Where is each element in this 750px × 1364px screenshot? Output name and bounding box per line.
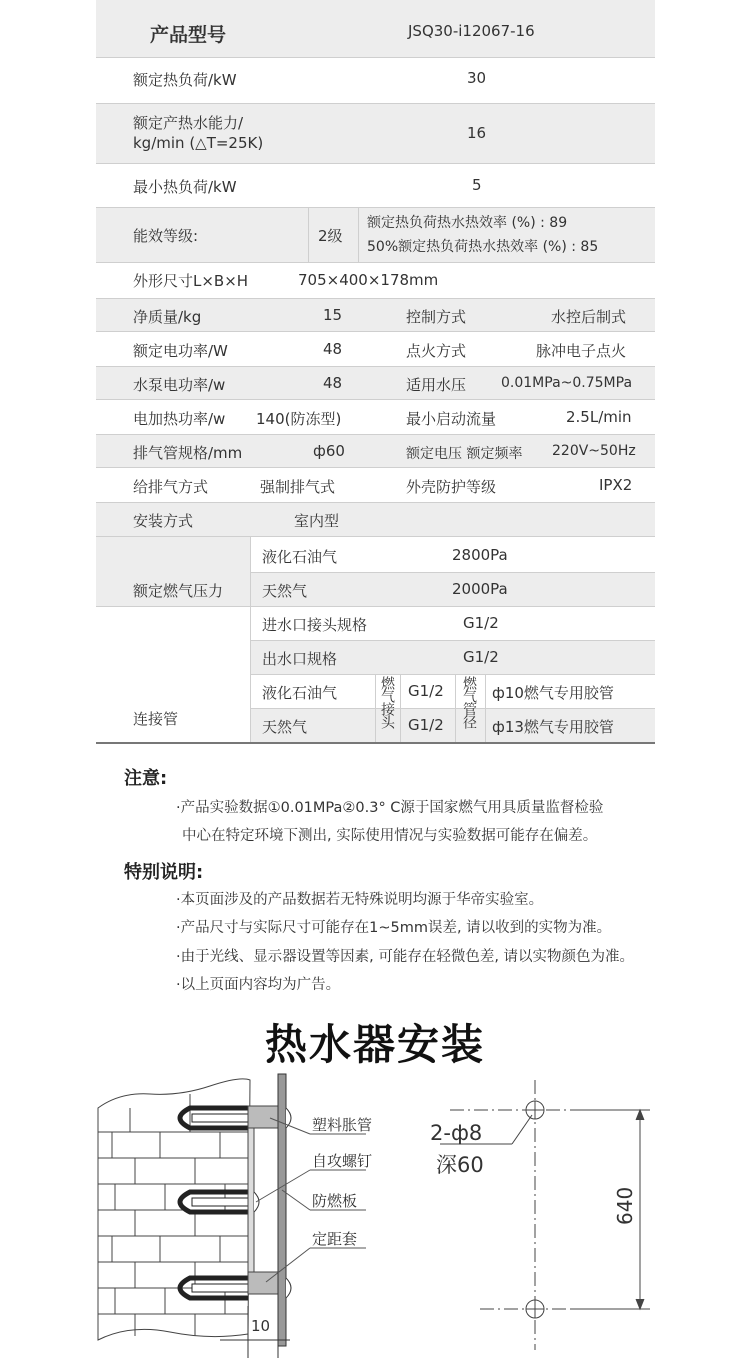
notes-line-1: ·产品实验数据①0.01MPa②0.3° C源于国家燃气用具质量监督检验 xyxy=(176,800,604,816)
hole-spacing-diagram xyxy=(420,1080,680,1360)
dim-640-label: 640 xyxy=(613,1186,637,1225)
efficiency-line-1: 额定热负荷热水热效率 (%) : 89 xyxy=(367,215,568,231)
ignition-label: 点火方式 xyxy=(406,342,467,360)
water-pressure-label: 适用水压 xyxy=(406,376,467,394)
rated-power-label: 额定电功率/W xyxy=(133,342,228,360)
ignition-value: 脉冲电子点火 xyxy=(536,342,627,360)
exhaust-mode-value: 强制排气式 xyxy=(260,478,336,496)
notes-line-2: 中心在特定环境下测出, 实际使用情况与实验数据可能存在偏差。 xyxy=(182,828,598,844)
control-value: 水控后制式 xyxy=(551,308,627,326)
rated-hot-water-label-1: 额定产热水能力/ xyxy=(133,114,244,132)
min-heat-load-label: 最小热负荷/kW xyxy=(133,178,237,196)
efficiency-label: 能效等级: xyxy=(133,227,199,245)
label-plastic-anchor: 塑料胀管 xyxy=(312,1116,373,1134)
model-label: 产品型号 xyxy=(150,24,227,46)
heating-power-value: 140(防冻型) xyxy=(256,410,342,428)
ng-pressure: 2000Pa xyxy=(452,580,508,598)
inlet-value: G1/2 xyxy=(463,614,499,632)
outlet-value: G1/2 xyxy=(463,648,499,666)
min-flow-value: 2.5L/min xyxy=(566,408,632,426)
net-weight-value: 15 xyxy=(323,306,343,324)
install-mode-value: 室内型 xyxy=(294,512,340,530)
min-heat-load-value: 5 xyxy=(472,176,482,194)
notes-title: 注意: xyxy=(124,768,168,789)
conn-lpg-joint: G1/2 xyxy=(408,682,444,700)
water-pressure-value: 0.01MPa~0.75MPa xyxy=(501,375,633,391)
special-item-2: ·产品尺寸与实际尺寸可能存在1~5mm误差, 请以收到的实物为准。 xyxy=(176,920,612,936)
pump-power-value: 48 xyxy=(323,374,343,392)
exhaust-pipe-label: 排气管规格/mm xyxy=(133,444,243,462)
model-value: JSQ30-i12067-16 xyxy=(408,22,535,40)
voltage-value: 220V~50Hz xyxy=(552,443,636,459)
gas-joint-label: 燃气接头 xyxy=(379,676,395,728)
min-flow-label: 最小启动流量 xyxy=(406,410,497,428)
lpg-pressure: 2800Pa xyxy=(452,546,508,564)
protection-label: 外壳防护等级 xyxy=(406,478,497,496)
gas-pressure-label: 额定燃气压力 xyxy=(133,582,224,600)
conn-ng-label: 天然气 xyxy=(262,718,308,736)
heating-power-label: 电加热功率/w xyxy=(133,410,226,428)
gas-pipe-label: 燃气管径 xyxy=(461,676,477,728)
voltage-label: 额定电压 额定频率 xyxy=(406,446,523,462)
rated-heat-load-value: 30 xyxy=(467,69,487,87)
special-title: 特别说明: xyxy=(124,862,204,883)
conn-lpg-pipe: ф10燃气专用胶管 xyxy=(492,684,614,702)
connection-label: 连接管 xyxy=(133,710,179,728)
conn-lpg-label: 液化石油气 xyxy=(262,684,338,702)
dimensions-value: 705×400×178mm xyxy=(298,271,439,289)
install-title: 热水器安装 xyxy=(264,1020,485,1069)
rated-hot-water-label-2: kg/min (△T=25K) xyxy=(133,134,264,152)
inlet-label: 进水口接头规格 xyxy=(262,616,368,634)
exhaust-pipe-value: ф60 xyxy=(313,442,345,460)
ng-label: 天然气 xyxy=(262,582,308,600)
install-mode-label: 安装方式 xyxy=(133,512,194,530)
outlet-label: 出水口规格 xyxy=(262,650,338,668)
lpg-label: 液化石油气 xyxy=(262,548,338,566)
label-self-tapping-screw: 自攻螺钉 xyxy=(312,1152,373,1170)
net-weight-label: 净质量/kg xyxy=(133,308,202,326)
hole-spec-label: 2-ф8 xyxy=(430,1121,483,1145)
rated-heat-load-label: 额定热负荷/kW xyxy=(133,71,237,89)
exhaust-mode-label: 给排气方式 xyxy=(133,478,209,496)
protection-value: IPX2 xyxy=(599,476,633,494)
rated-power-value: 48 xyxy=(323,340,343,358)
hole-depth-label: 深60 xyxy=(436,1153,484,1177)
dim-10-label: 10 xyxy=(251,1317,271,1335)
rated-hot-water-value: 16 xyxy=(467,124,487,142)
efficiency-grade: 2级 xyxy=(318,227,343,245)
pump-power-label: 水泵电功率/w xyxy=(133,376,226,394)
special-item-4: ·以上页面内容均为广告。 xyxy=(176,977,341,993)
special-item-3: ·由于光线、显示器设置等因素, 可能存在轻微色差, 请以实物颜色为准。 xyxy=(176,949,635,965)
dimensions-label: 外形尺寸L×B×H xyxy=(133,272,249,290)
wall-mount-diagram xyxy=(90,1070,410,1360)
conn-ng-pipe: ф13燃气专用胶管 xyxy=(492,718,614,736)
label-spacer: 定距套 xyxy=(312,1230,358,1248)
label-fireproof-board: 防燃板 xyxy=(312,1192,358,1210)
special-item-1: ·本页面涉及的产品数据若无特殊说明均源于华帝实验室。 xyxy=(176,892,544,908)
conn-ng-joint: G1/2 xyxy=(408,716,444,734)
control-label: 控制方式 xyxy=(406,308,467,326)
efficiency-line-2: 50%额定热负荷热水热效率 (%) : 85 xyxy=(367,239,599,255)
